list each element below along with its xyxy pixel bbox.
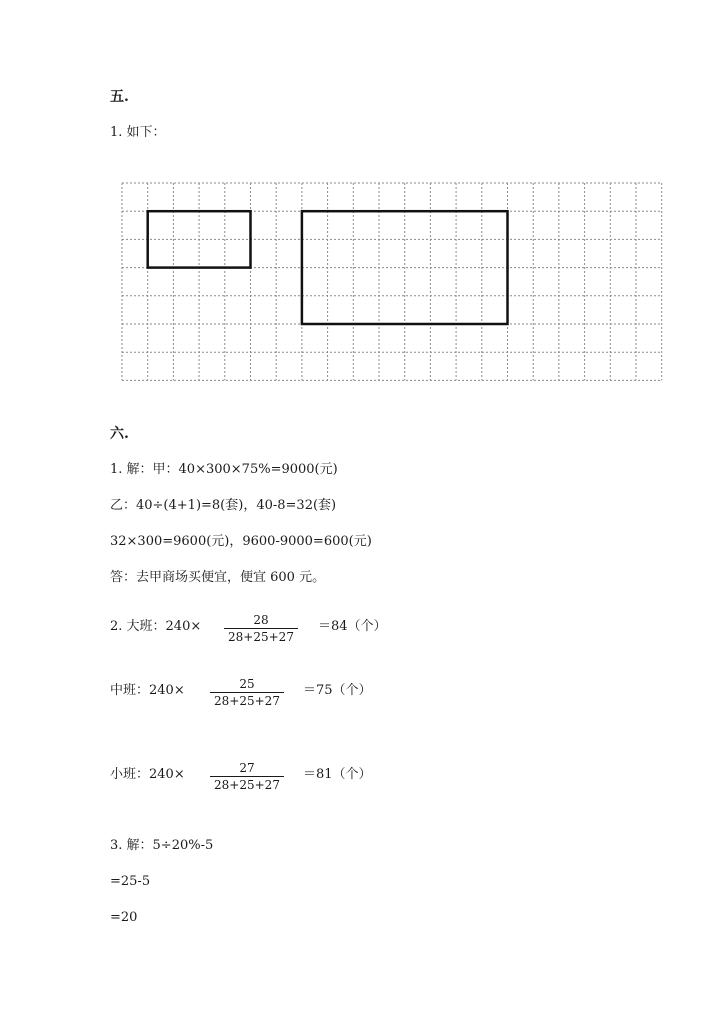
fraction-bar (210, 692, 284, 693)
q1-line-1: 1. 解：甲：40×300×75%=9000(元) (110, 462, 338, 477)
q2-row-2-numerator: 25 (239, 677, 255, 691)
grid-lines (122, 183, 662, 380)
q2-row-3-result: ＝81（个） (303, 767, 372, 782)
q1-line-2: 乙：40÷(4+1)=8(套)，40-8=32(套) (110, 498, 337, 513)
q3-line-3: =20 (110, 910, 138, 925)
q2-row-1-result: ＝84（个） (318, 619, 387, 634)
q2-row-1-prefix: 2. 大班：240× (110, 619, 202, 634)
q1-line-3: 32×300=9600(元)，9600-9000=600(元) (110, 534, 372, 549)
q2-row-2-denominator: 28+25+27 (214, 694, 280, 708)
fraction-bar (210, 776, 284, 777)
q2-row-1-numerator: 28 (253, 613, 269, 627)
section-5-question-1: 1. 如下： (110, 125, 166, 140)
q2-row-3-numerator: 27 (239, 761, 255, 775)
section-5-heading: 五. (110, 89, 129, 105)
q2-row-1-fraction (224, 613, 298, 644)
q2-row-3-denominator: 28+25+27 (214, 778, 280, 792)
q3-line-2: =25-5 (110, 874, 151, 889)
q2-row-3-prefix: 小班：240× (110, 767, 185, 782)
q1-answer: 答：去甲商场买便宜，便宜 600 元。 (110, 570, 326, 585)
section-6-heading: 六. (110, 426, 129, 442)
q2-row-2-fraction (210, 677, 284, 708)
q3-line-1: 3. 解：5÷20%-5 (110, 838, 214, 853)
q2-row-2-result: ＝75（个） (303, 683, 372, 698)
fraction-bar (224, 628, 298, 629)
q2-row-2-prefix: 中班：240× (110, 683, 185, 698)
q2-row-1-denominator: 28+25+27 (228, 630, 294, 644)
q2-row-3-fraction (210, 761, 284, 792)
